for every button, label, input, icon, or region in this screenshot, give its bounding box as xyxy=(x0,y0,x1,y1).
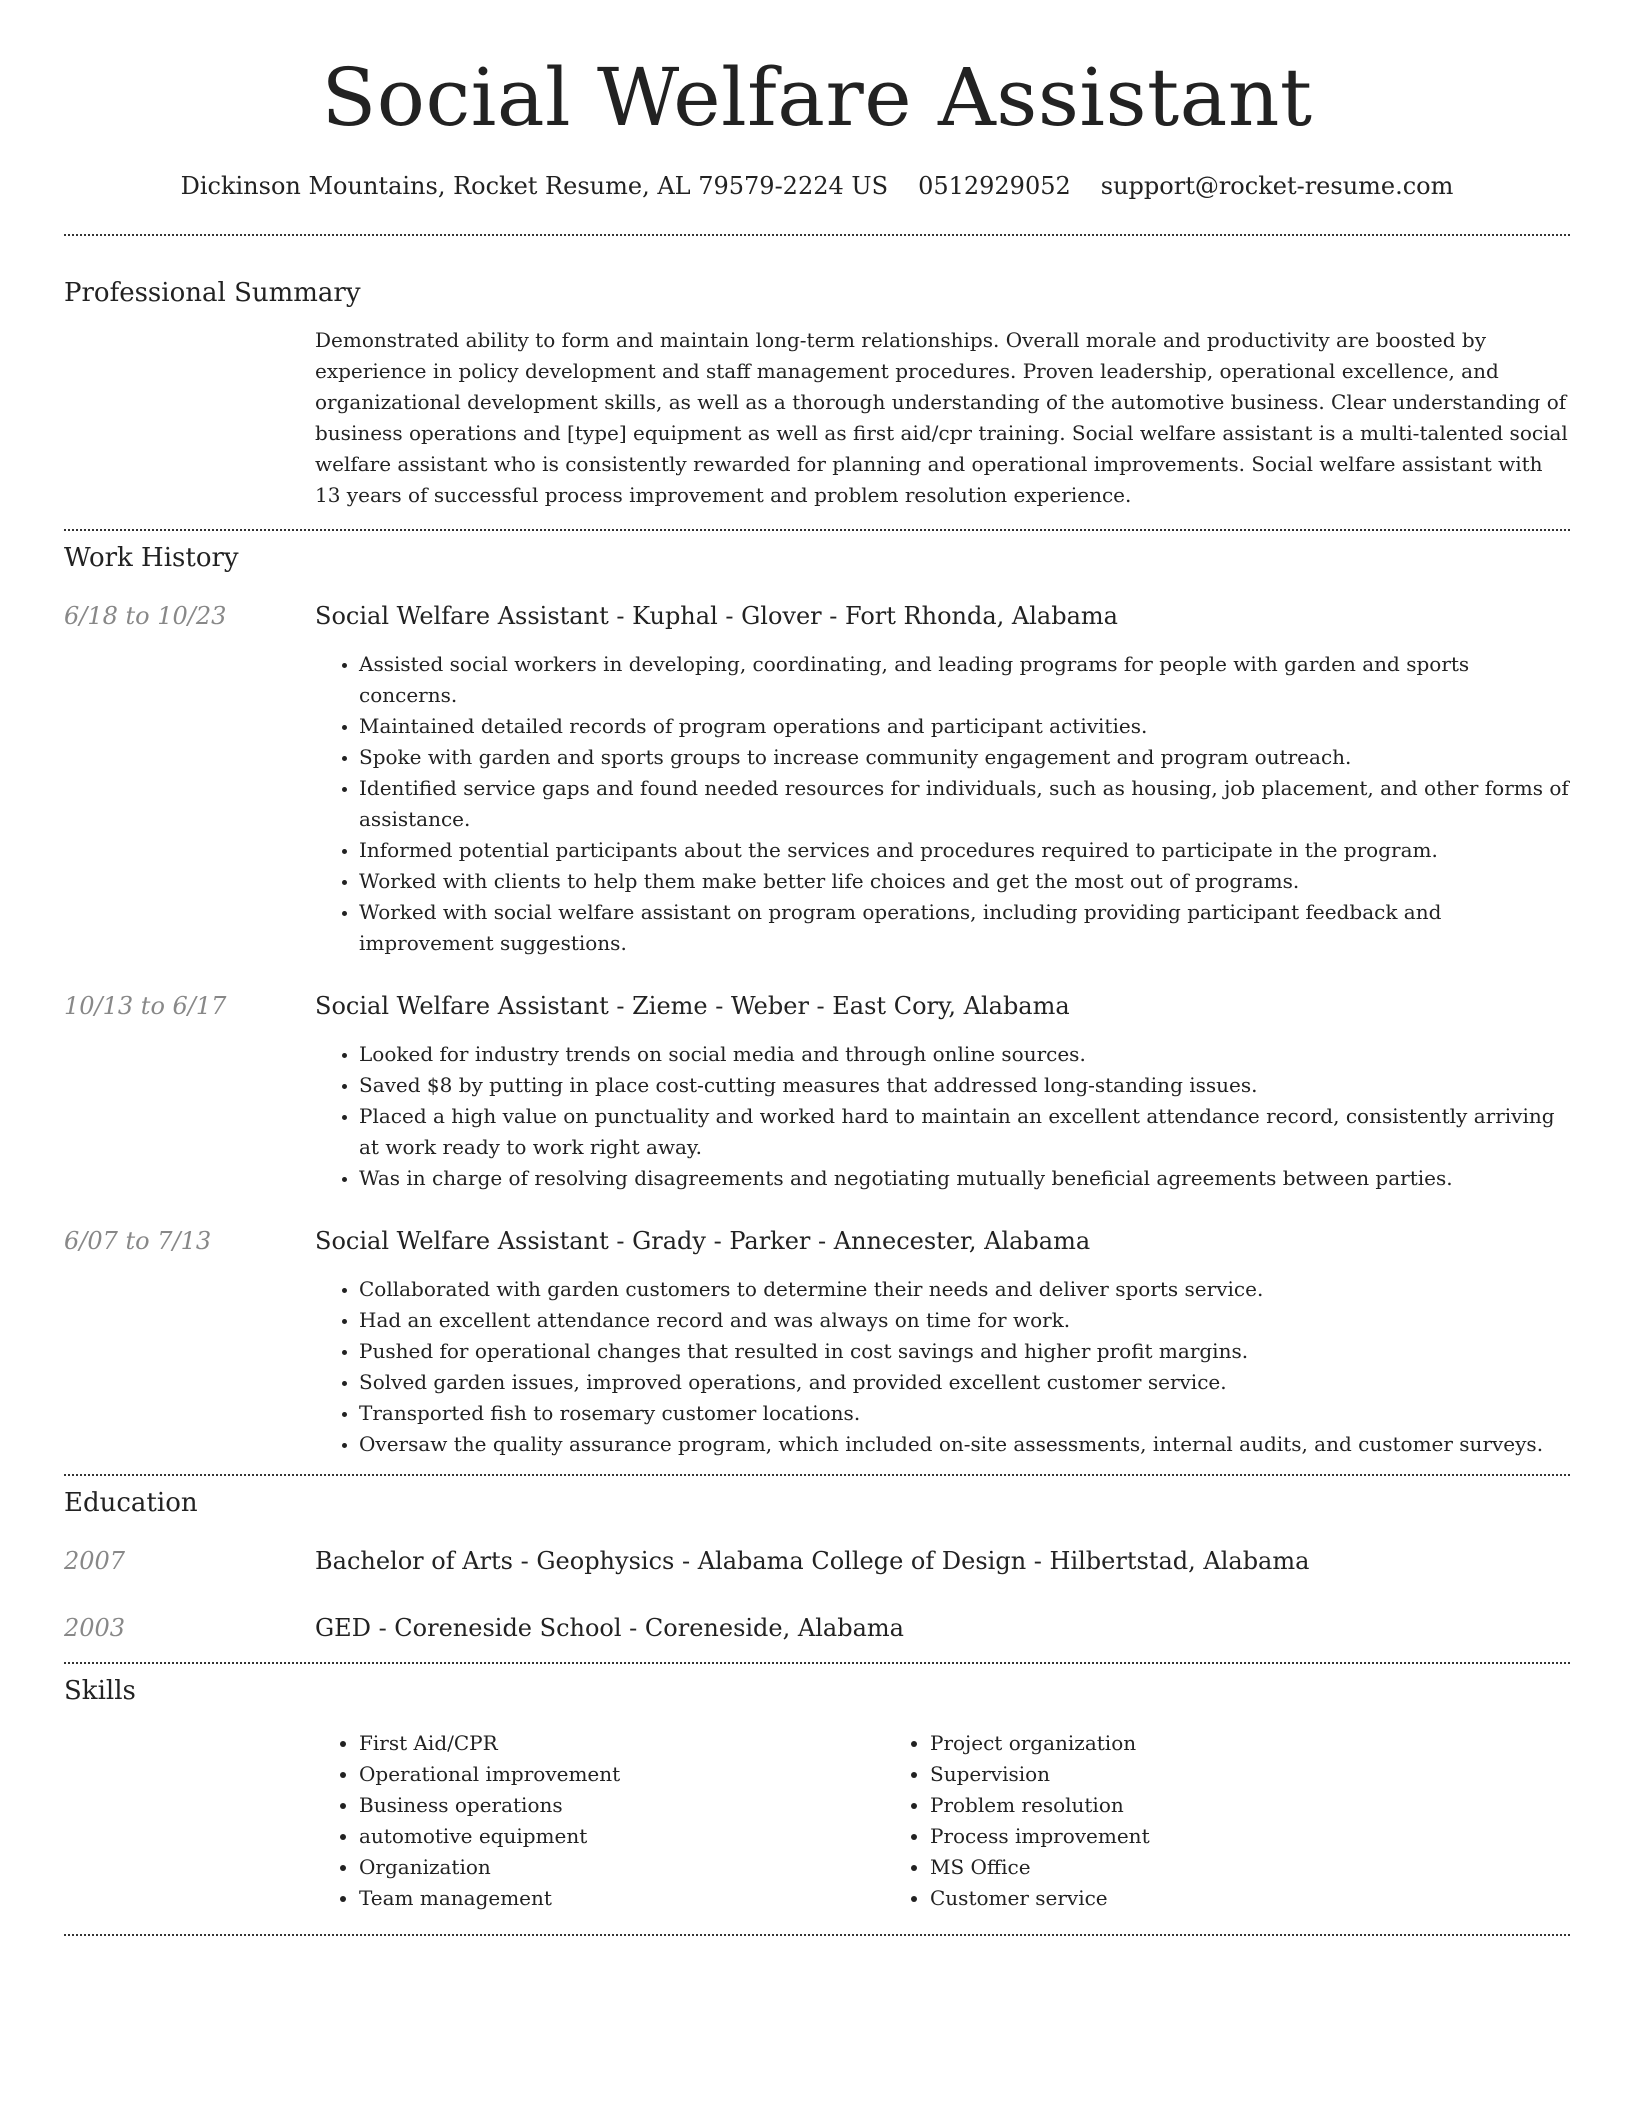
skill-item: • Operational improvement xyxy=(359,1759,886,1790)
job-bullet: • Oversaw the quality assurance program, which included on-site assessments, internal audits, and customer surveys. xyxy=(359,1429,1570,1460)
job-bullet: • Was in charge of resolving disagreements and negotiating mutually beneficial agreements between parties. xyxy=(359,1163,1570,1194)
skill-item: • First Aid/CPR xyxy=(359,1728,886,1759)
education-year: 2003 xyxy=(64,1614,126,1642)
job-bullet: • Collaborated with garden customers to determine their needs and deliver sports service. xyxy=(359,1274,1570,1305)
job-heading: Social Welfare Assistant - Grady - Parker - Annecester, Alabama xyxy=(315,1227,1091,1255)
skill-item: • automotive equipment xyxy=(359,1821,886,1852)
education-entry xyxy=(64,1613,1570,1643)
resume-page xyxy=(64,0,1570,1936)
job-bullet: • Maintained detailed records of program operations and participant activities. xyxy=(359,711,1570,742)
job-bullet: • Worked with social welfare assistant on program operations, including providing participant feedback and improvement suggestions. xyxy=(359,897,1570,959)
contact-address: Dickinson Mountains, Rocket Resume, AL 79579-2224 US xyxy=(180,172,889,200)
job-bullet: • Saved $8 by putting in place cost-cutting measures that addressed long-standing issues. xyxy=(359,1070,1570,1101)
job-bullet: • Identified service gaps and found needed resources for individuals, such as housing, job placement, and other forms of assistance. xyxy=(359,773,1570,835)
job-heading: Social Welfare Assistant - Zieme - Weber - East Cory, Alabama xyxy=(315,992,1070,1020)
section-divider xyxy=(64,1474,1570,1476)
section-divider xyxy=(64,529,1570,531)
job-bullet: • Pushed for operational changes that resulted in cost savings and higher profit margins. xyxy=(359,1336,1570,1367)
job-bullets xyxy=(315,1274,1570,1460)
job-entry xyxy=(64,991,1570,1194)
job-bullet: • Had an excellent attendance record and was always on time for work. xyxy=(359,1305,1570,1336)
job-bullet: • Transported fish to rosemary customer locations. xyxy=(359,1398,1570,1429)
education-heading-text: GED - Coreneside School - Coreneside, Alabama xyxy=(315,1614,904,1642)
job-bullets xyxy=(315,1039,1570,1194)
job-bullets xyxy=(315,649,1570,959)
skill-item: • Problem resolution xyxy=(930,1790,1150,1821)
job-bullet: • Worked with clients to help them make better life choices and get the most out of programs. xyxy=(359,866,1570,897)
skills-list-left xyxy=(315,1728,886,1914)
skill-item: • Project organization xyxy=(930,1728,1150,1759)
skills-columns xyxy=(315,1728,1570,1914)
job-dates: 6/07 to 7/13 xyxy=(64,1227,212,1255)
job-bullet: • Looked for industry trends on social media and through online sources. xyxy=(359,1039,1570,1070)
skill-item: • MS Office xyxy=(930,1852,1150,1883)
job-bullet: • Placed a high value on punctuality and worked hard to maintain an excellent attendance record, consistently arriving at work ready to work right away. xyxy=(359,1101,1570,1163)
job-heading: Social Welfare Assistant - Kuphal - Glover - Fort Rhonda, Alabama xyxy=(315,602,1118,630)
work-history-heading: Work History xyxy=(64,543,239,573)
job-entry xyxy=(64,601,1570,959)
skill-item: • Team management xyxy=(359,1883,886,1914)
summary-heading: Professional Summary xyxy=(64,278,361,308)
job-bullet: • Assisted social workers in developing, coordinating, and leading programs for people with garden and sports concerns. xyxy=(359,649,1570,711)
skills-heading: Skills xyxy=(64,1676,136,1706)
job-dates: 6/18 to 10/23 xyxy=(64,602,227,630)
skills-list-right xyxy=(886,1728,1150,1914)
education-entry xyxy=(64,1546,1570,1576)
section-divider xyxy=(64,234,1570,236)
education-section xyxy=(64,1488,1570,1643)
skill-item: • Process improvement xyxy=(930,1821,1150,1852)
summary-text: Demonstrated ability to form and maintain long-term relationships. Overall morale and productivity are boosted by experience in policy development and staff management procedures. Proven leadership, operational excellence, and organizational development skills, as well as a thorough understanding of the automotive business. Clear understanding of business operations and [type] equipment as well as first aid/cpr training. Social welfare assistant is a multi-talented social welfare assistant who is consistently rewarded for planning and operational improvements. Social welfare assistant with 13 years of successful process improvement and problem resolution experience. xyxy=(315,328,1568,507)
section-divider xyxy=(64,1934,1570,1936)
section-divider xyxy=(64,1662,1570,1664)
job-bullet: • Spoke with garden and sports groups to increase community engagement and program outreach. xyxy=(359,742,1570,773)
skill-item: • Business operations xyxy=(359,1790,886,1821)
contact-line xyxy=(64,172,1570,200)
contact-email: support@rocket-resume.com xyxy=(1100,172,1454,200)
education-year: 2007 xyxy=(64,1547,126,1575)
skills-section xyxy=(64,1676,1570,1914)
summary-section xyxy=(64,278,1570,511)
education-heading: Education xyxy=(64,1488,198,1518)
job-bullet: • Solved garden issues, improved operations, and provided excellent customer service. xyxy=(359,1367,1570,1398)
job-bullet: • Informed potential participants about the services and procedures required to participate in the program. xyxy=(359,835,1570,866)
job-entry xyxy=(64,1226,1570,1460)
skill-item: • Customer service xyxy=(930,1883,1150,1914)
education-heading-text: Bachelor of Arts - Geophysics - Alabama College of Design - Hilbertstad, Alabama xyxy=(315,1547,1310,1575)
work-history-section xyxy=(64,543,1570,1460)
contact-phone: 0512929052 xyxy=(918,172,1071,200)
skill-item: • Organization xyxy=(359,1852,886,1883)
skill-item: • Supervision xyxy=(930,1759,1150,1790)
resume-name: Social Welfare Assistant xyxy=(321,51,1313,144)
job-dates: 10/13 to 6/17 xyxy=(64,992,227,1020)
